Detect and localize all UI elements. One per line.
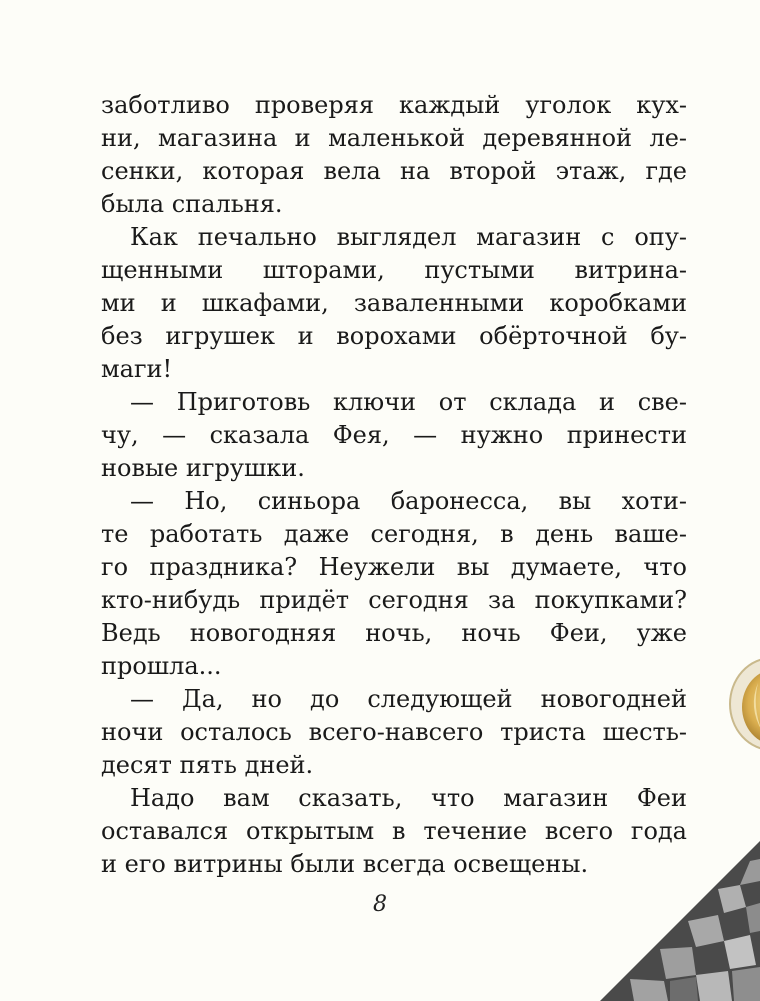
cobblestone-decoration: [600, 841, 760, 1001]
text-line: го праздника? Неужели вы думаете, что: [101, 553, 687, 581]
page-number: 8: [373, 892, 387, 917]
text-line: ночи осталось всего-навсего триста шесть-: [101, 718, 687, 746]
text-line: — Приготовь ключи от склада и све-: [130, 388, 687, 416]
text-line: была спальня.: [101, 190, 283, 218]
text-line: Надо вам сказать, что магазин Феи: [130, 784, 687, 812]
text-line: щенными шторами, пустыми витрина-: [101, 256, 687, 284]
text-line: заботливо проверяя каждый уголок кух-: [101, 91, 687, 119]
text-line: Ведь новогодняя ночь, ночь Феи, уже: [101, 619, 687, 647]
text-line: и его витрины были всегда освещены.: [101, 850, 589, 878]
text-line: десят пять дней.: [101, 751, 314, 779]
text-line: сенки, которая вела на второй этаж, где: [101, 157, 687, 185]
text-line: — Да, но до следующей новогодней: [130, 685, 687, 713]
text-line: без игрушек и ворохами обёрточной бу-: [101, 322, 687, 350]
text-line: — Но, синьора баронесса, вы хоти-: [130, 487, 687, 515]
page-body-text: [101, 89, 687, 881]
text-line: чу, — сказала Фея, — нужно принести: [101, 421, 687, 449]
text-line: маги!: [101, 355, 173, 383]
coin-decoration-icon: [728, 655, 760, 753]
text-line: Как печально выглядел магазин с опу-: [130, 223, 687, 251]
text-line: прошла...: [101, 652, 222, 680]
text-line: ми и шкафами, заваленными коробками: [101, 289, 687, 317]
text-line: кто-нибудь придёт сегодня за покупками?: [101, 586, 687, 614]
text-line: оставался открытым в течение всего года: [101, 817, 687, 845]
text-line: ни, магазина и маленькой деревянной ле-: [101, 124, 687, 152]
text-line: те работать даже сегодня, в день ваше-: [101, 520, 687, 548]
text-line: новые игрушки.: [101, 454, 305, 482]
